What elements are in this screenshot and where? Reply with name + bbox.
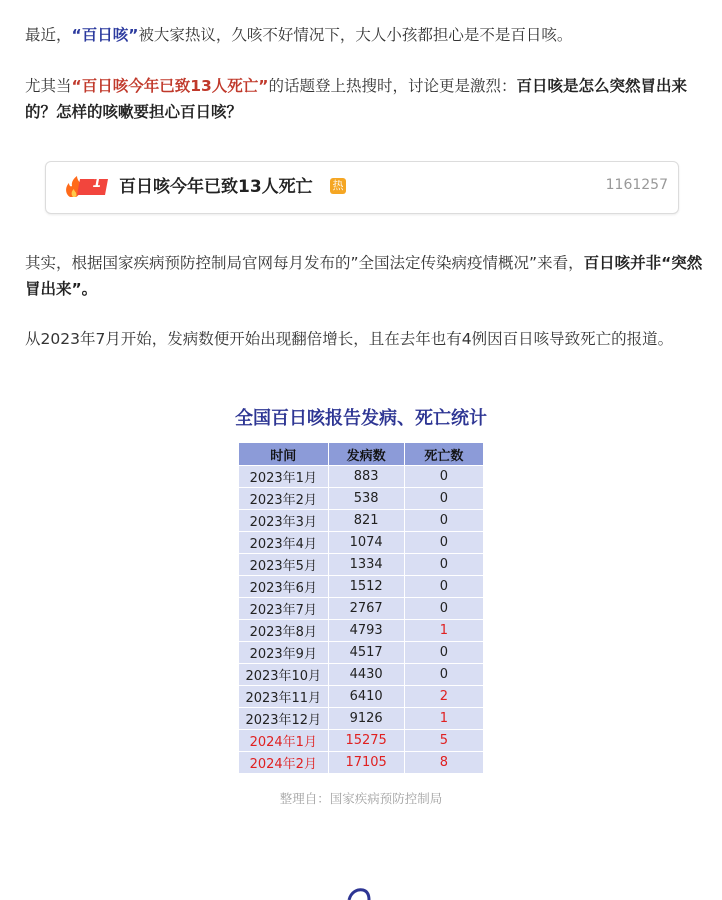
cell-cases: 4517 <box>328 642 404 664</box>
cell-deaths: 0 <box>404 576 483 598</box>
cell-month: 2023年8月 <box>239 620 329 642</box>
cell-deaths: 0 <box>404 510 483 532</box>
cell-deaths: 0 <box>404 488 483 510</box>
paragraph-trend <box>25 326 705 352</box>
cell-deaths: 8 <box>404 752 483 774</box>
table-row <box>239 510 484 532</box>
cell-deaths: 5 <box>404 730 483 752</box>
hot-topic-keyword: “百日咳今年已致13人死亡” <box>71 77 269 95</box>
hot-topic-text-mid: 的话题登上热搜时，讨论更是激烈： <box>268 77 517 95</box>
cell-month: 2023年1月 <box>239 466 329 488</box>
table-row <box>239 488 484 510</box>
table-row <box>239 708 484 730</box>
cell-cases: 15275 <box>328 730 404 752</box>
table-row <box>239 554 484 576</box>
cell-deaths: 0 <box>404 598 483 620</box>
paragraph-hot-topic <box>25 73 705 125</box>
cell-month: 2023年12月 <box>239 708 329 730</box>
table-title: 全国百日咳报告发病、死亡统计 <box>235 408 487 429</box>
intro-text: 最近， <box>25 26 72 44</box>
cell-cases: 1512 <box>328 576 404 598</box>
cell-month: 2023年10月 <box>239 664 329 686</box>
cell-deaths: 2 <box>404 686 483 708</box>
cell-deaths: 1 <box>404 708 483 730</box>
hot-rank: 1 <box>92 176 102 191</box>
cell-deaths: 0 <box>404 642 483 664</box>
cell-cases: 6410 <box>328 686 404 708</box>
paragraph-source-note <box>25 250 705 302</box>
partial-logo-icon <box>345 886 373 900</box>
table-row <box>239 576 484 598</box>
cell-month: 2023年4月 <box>239 532 329 554</box>
cell-month: 2023年11月 <box>239 686 329 708</box>
table-row <box>239 620 484 642</box>
cell-cases: 4430 <box>328 664 404 686</box>
table-row <box>239 642 484 664</box>
cell-month: 2023年7月 <box>239 598 329 620</box>
cell-deaths: 1 <box>404 620 483 642</box>
cell-cases: 9126 <box>328 708 404 730</box>
cell-cases: 821 <box>328 510 404 532</box>
cell-cases: 17105 <box>328 752 404 774</box>
table-body <box>239 466 484 774</box>
intro-keyword: “百日咳” <box>71 26 139 44</box>
table-row <box>239 752 484 774</box>
hot-topic-text: 尤其当 <box>25 77 72 95</box>
hot-search-card[interactable] <box>45 161 679 214</box>
hot-badge: 热 <box>330 178 346 194</box>
cell-month: 2023年2月 <box>239 488 329 510</box>
trend-text: 从2023年7月开始，发病数便开始出现翻倍增长，且在去年也有4例因百日咳导致死亡的报道。 <box>25 330 674 348</box>
cell-cases: 4793 <box>328 620 404 642</box>
statistics-table <box>238 442 484 774</box>
hot-search-title: 百日咳今年已致13人死亡 <box>119 177 313 197</box>
table-row <box>239 664 484 686</box>
header-deaths: 死亡数 <box>404 443 483 466</box>
cell-cases: 538 <box>328 488 404 510</box>
cell-month: 2023年3月 <box>239 510 329 532</box>
cell-deaths: 0 <box>404 466 483 488</box>
cell-month: 2023年9月 <box>239 642 329 664</box>
cell-cases: 2767 <box>328 598 404 620</box>
cell-month: 2024年2月 <box>239 752 329 774</box>
source-note-text: 其实，根据国家疾病预防控制局官网每月发布的”全国法定传染病疫情概况”来看， <box>25 254 584 272</box>
table-header-row <box>239 443 484 466</box>
intro-text-rest: 被大家热议，久咳不好情况下，大人小孩都担心是不是百日咳。 <box>138 26 573 44</box>
hot-topic-question: 百日咳是怎么突然冒出来的？怎样的咳嗽要担心百日咳？ <box>25 77 687 121</box>
table-row <box>239 730 484 752</box>
cell-cases: 883 <box>328 466 404 488</box>
cell-deaths: 0 <box>404 664 483 686</box>
table-row <box>239 598 484 620</box>
cell-cases: 1074 <box>328 532 404 554</box>
table-row <box>239 686 484 708</box>
table-row <box>239 466 484 488</box>
cell-deaths: 0 <box>404 554 483 576</box>
cell-month: 2024年1月 <box>239 730 329 752</box>
header-cases: 发病数 <box>328 443 404 466</box>
hot-search-count: 1161257 <box>605 177 668 193</box>
cell-month: 2023年6月 <box>239 576 329 598</box>
source-caption: 整理自：国家疾病预防控制局 <box>279 791 443 806</box>
cell-month: 2023年5月 <box>239 554 329 576</box>
table-row <box>239 532 484 554</box>
source-note-bold: 百日咳并非“突然冒出来”。 <box>25 254 703 298</box>
paragraph-intro <box>25 22 705 48</box>
cell-cases: 1334 <box>328 554 404 576</box>
header-month: 时间 <box>239 443 329 466</box>
cell-deaths: 0 <box>404 532 483 554</box>
